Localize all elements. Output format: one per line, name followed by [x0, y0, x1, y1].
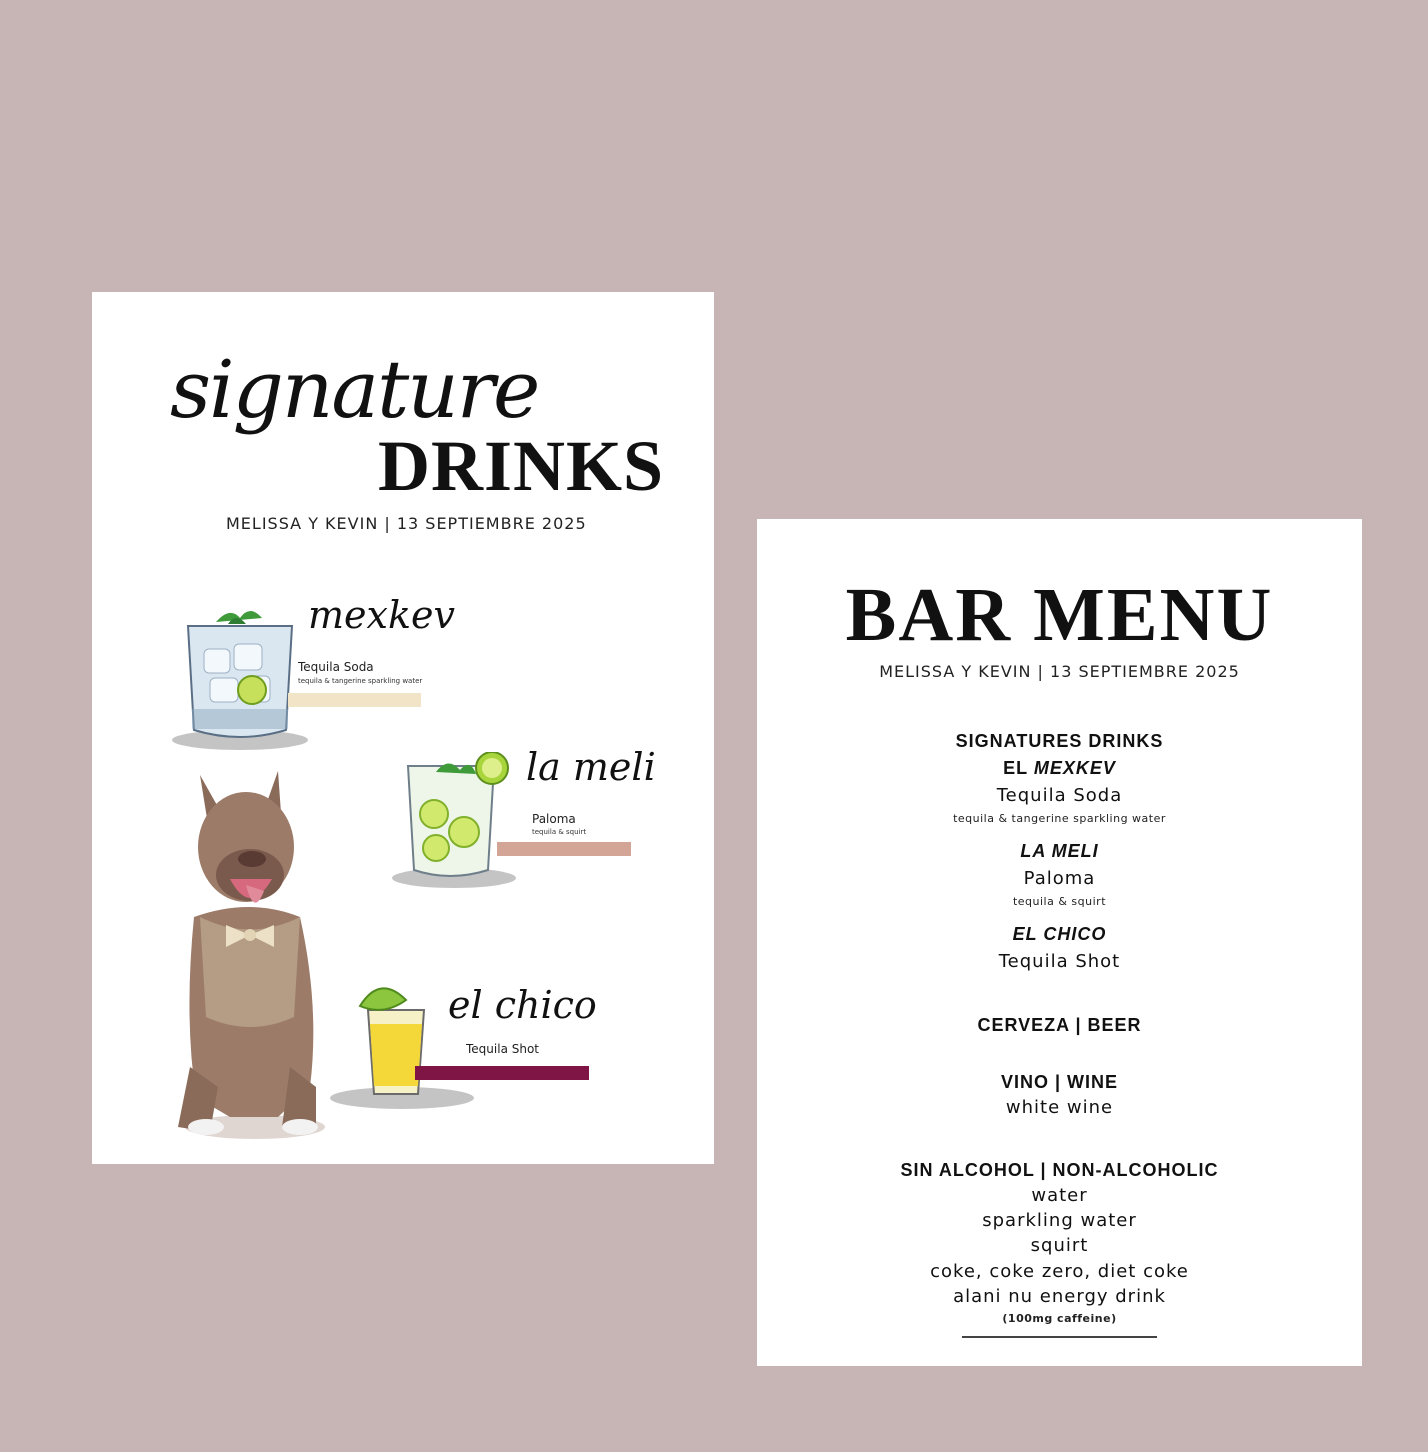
color-bar-el-chico: [415, 1066, 589, 1080]
drink-type-mexkev: Tequila Soda: [298, 660, 374, 674]
drink-desc-la-meli: tequila & squirt: [532, 828, 587, 836]
drink-desc-mexkev: tequila & tangerine sparkling water: [298, 677, 423, 685]
mexkev-desc: tequila & tangerine sparkling water: [953, 812, 1166, 825]
beer-heading: CERVEZA | BEER: [977, 1015, 1142, 1035]
nonalc-item: coke, coke zero, diet coke: [930, 1261, 1189, 1282]
highball-glass-icon: [390, 752, 530, 896]
mexkev-name: MEXKEV: [1033, 758, 1116, 778]
drink-name-la-meli: la meli: [526, 745, 656, 789]
la-meli-heading: LA MELI: [1020, 841, 1099, 861]
el-chico-item: Tequila Shot: [998, 951, 1121, 972]
bar-menu-card: [757, 519, 1362, 1366]
couple-date: MELISSA Y KEVIN | 13 SEPTIEMBRE 2025: [226, 514, 587, 533]
drink-type-la-meli: Paloma: [532, 812, 576, 826]
nonalc-heading: SIN ALCOHOL | NON-ALCOHOLIC: [900, 1160, 1219, 1180]
la-meli-item: Paloma: [1023, 868, 1096, 889]
drink-type-el-chico: Tequila Shot: [466, 1042, 540, 1056]
el-prefix: EL: [1003, 758, 1034, 778]
divider-rule: [962, 1336, 1157, 1338]
caffeine-note: (100mg caffeine): [1002, 1312, 1117, 1325]
la-meli-desc: tequila & squirt: [1012, 895, 1107, 908]
bar-menu-title: BAR MENU: [845, 573, 1274, 657]
mexkev-item: Tequila Soda: [996, 785, 1123, 806]
signature-script-title: signature: [170, 343, 539, 436]
couple-date: MELISSA Y KEVIN | 13 SEPTIEMBRE 2025: [879, 662, 1240, 681]
nonalc-item: squirt: [1030, 1235, 1089, 1256]
color-bar-la-meli: [497, 842, 631, 856]
rocks-glass-icon: [170, 604, 310, 758]
drinks-title: DRINKS: [378, 426, 665, 506]
mexkev-heading: [757, 758, 1362, 779]
wine-heading: VINO | WINE: [1000, 1072, 1119, 1092]
signatures-heading: SIGNATURES DRINKS: [955, 731, 1164, 751]
drink-name-el-chico: el chico: [448, 983, 597, 1027]
dog-illustration: [170, 767, 340, 1151]
el-chico-heading: EL CHICO: [1012, 924, 1107, 944]
nonalc-item: sparkling water: [982, 1210, 1137, 1231]
drink-name-mexkev: mexkev: [308, 593, 455, 637]
nonalc-item: water: [1031, 1185, 1088, 1206]
signature-drinks-card: [92, 292, 714, 1164]
color-bar-mexkev: [288, 693, 421, 707]
nonalc-item: alani nu energy drink: [953, 1286, 1166, 1307]
wine-item: white wine: [1005, 1097, 1114, 1118]
